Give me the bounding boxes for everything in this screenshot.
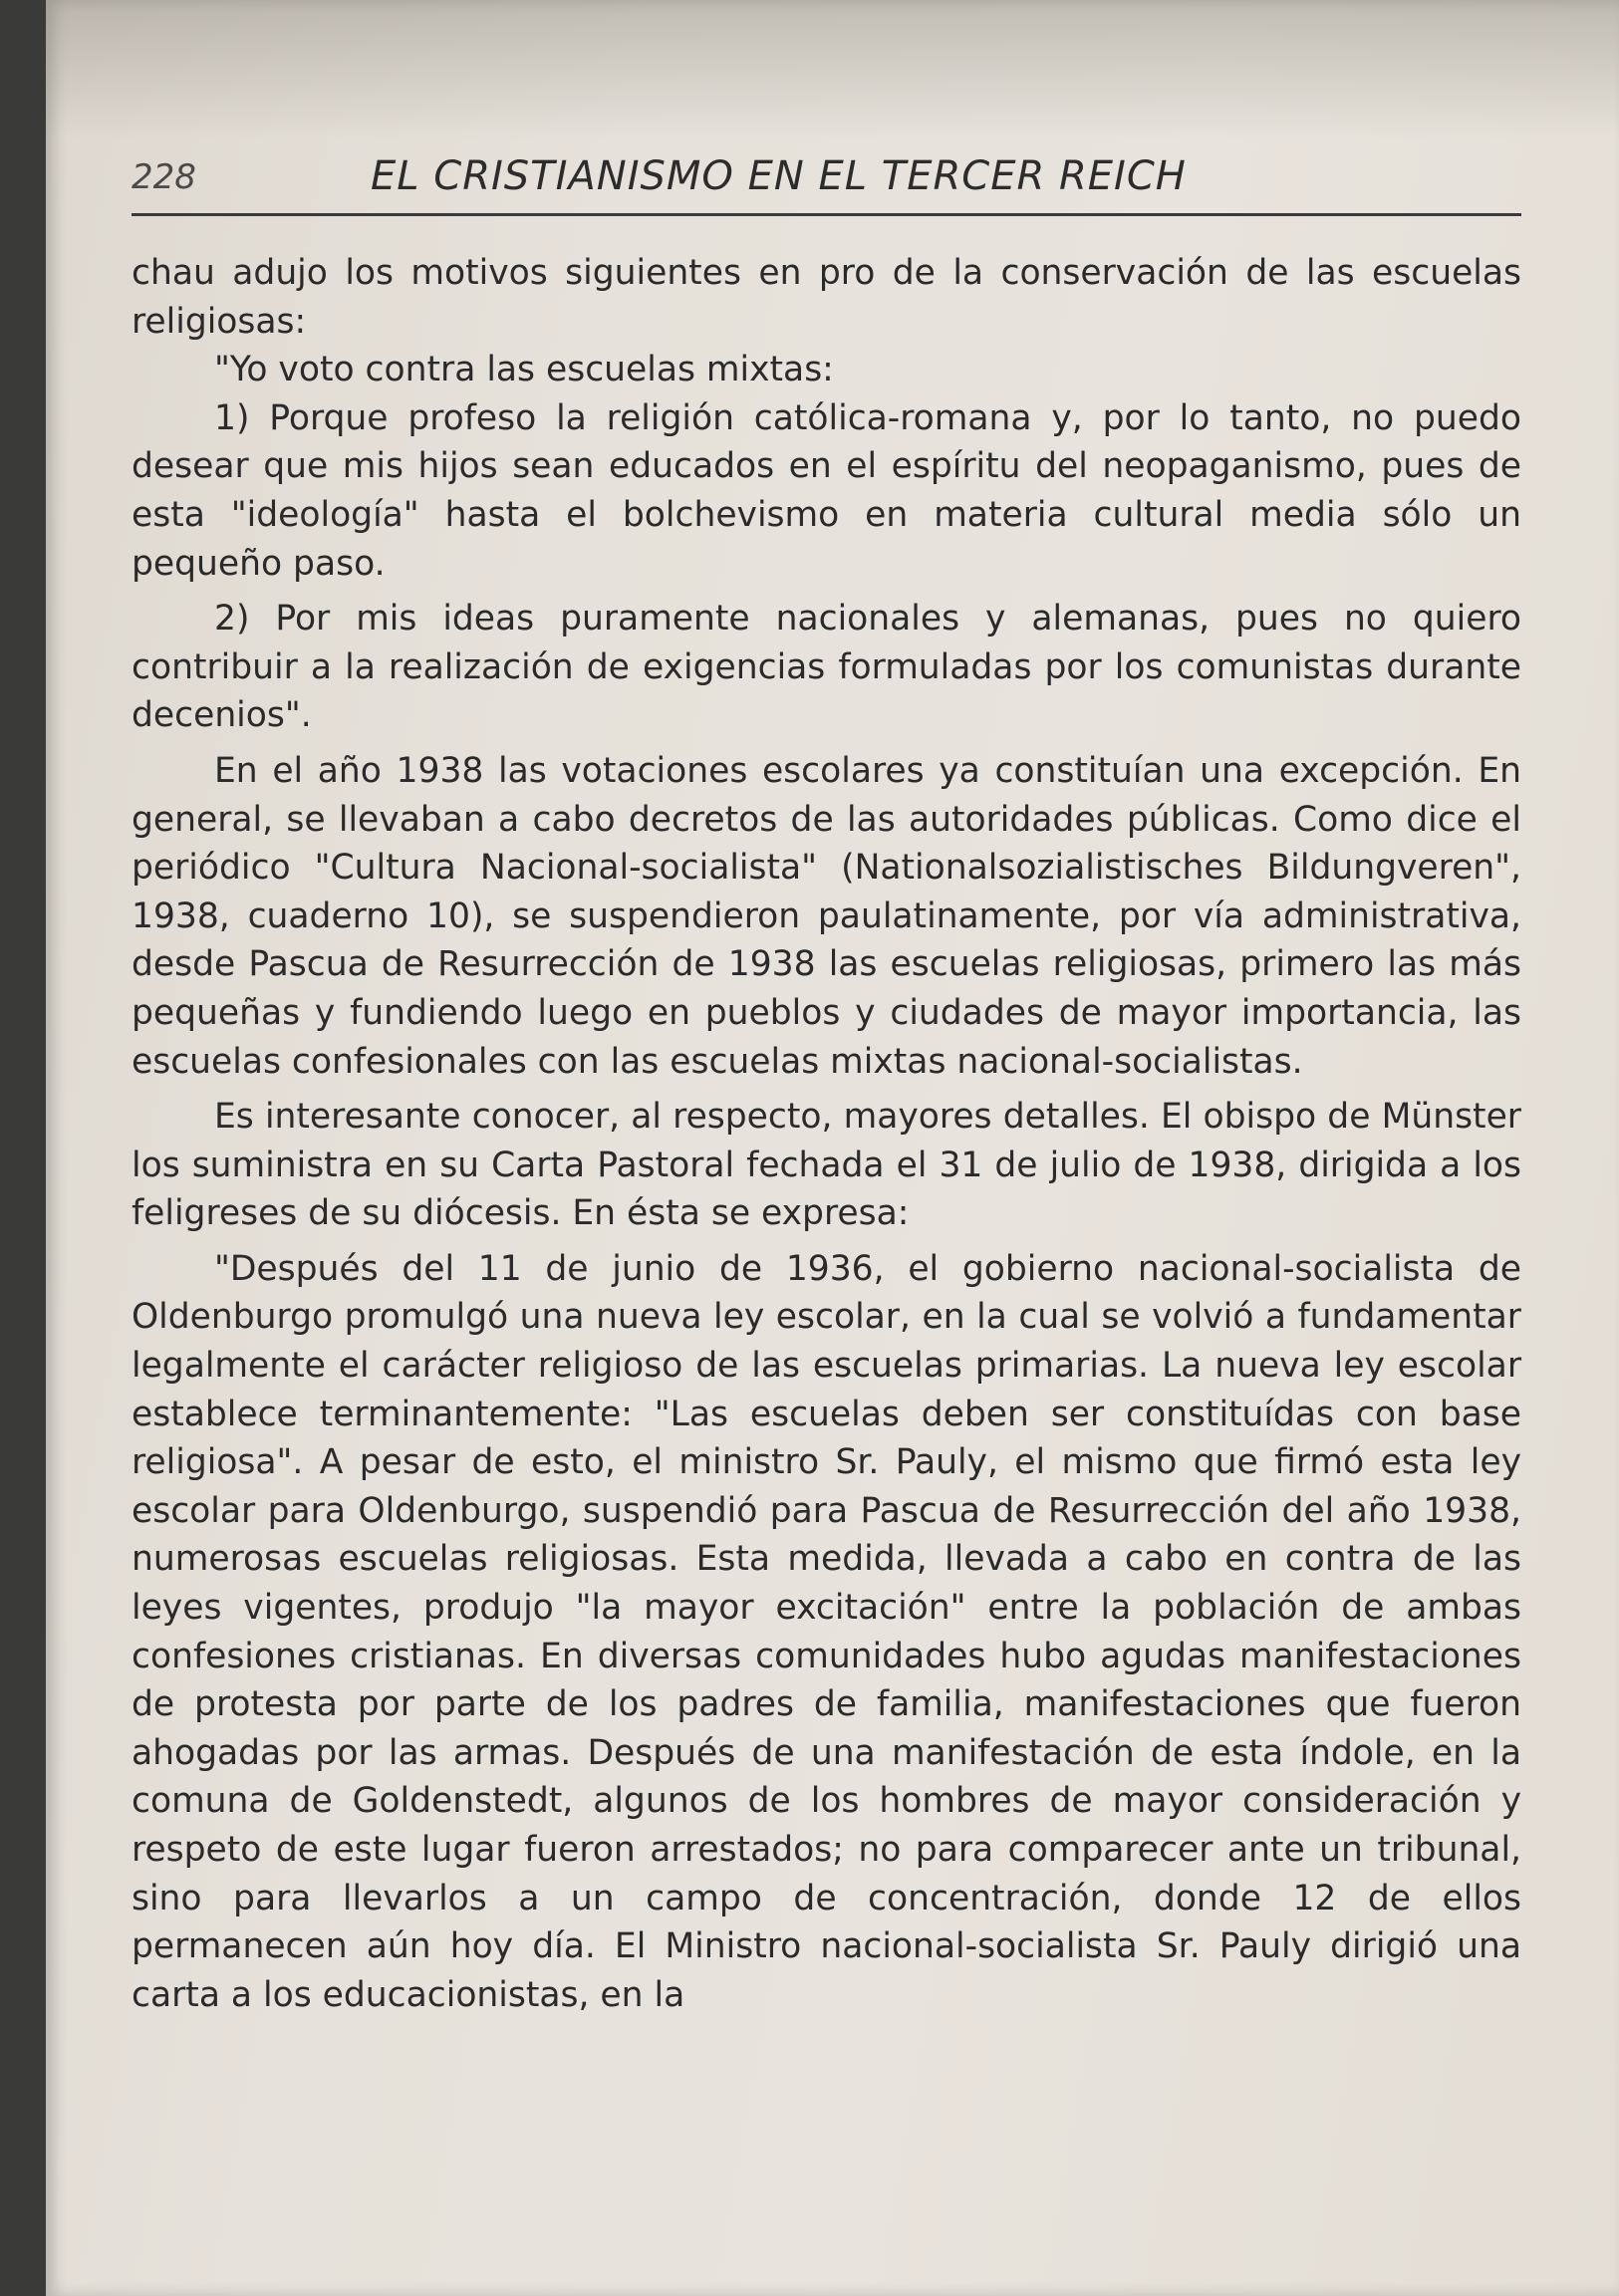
body-text <box>132 249 1521 2019</box>
page-number: 228 <box>132 157 196 197</box>
page-header <box>132 149 1521 209</box>
paragraph-munster: Es interesante conocer, al respecto, mayores detalles. El obispo de Münster los suministra en su Carta Pastoral fechada el 31 de julio de 1938, dirigida a los feligreses de su diócesis. En ésta se expresa: <box>132 1097 1521 1234</box>
paragraph-reason-2: 2) Por mis ideas puramente nacionales y alemanas, pues no quiero contribuir a la realización de exigencias formuladas por los comunistas durante decenios". <box>132 599 1521 736</box>
paragraph-intro: chau adujo los motivos siguientes en pro de la conservación de las escuelas religiosas: <box>132 253 1521 342</box>
header-rule <box>132 213 1521 216</box>
paragraph-1938: En el año 1938 las votaciones escolares ya constituían una excepción. En general, se llevaban a cabo decretos de las autoridades públicas. Como dice el periódico "Cultura Nacional-socialista" (Nationalsozialistisches Bildungveren", 1938, cuaderno 10), se suspendieron paulatinamente, por vía administrativa, desde Pascua de Resurrección de 1938 las escuelas religiosas, primero las más pequeñas y fundiendo luego en pueblos y ciudades de mayor importancia, las escuelas confesionales con las escuelas mixtas nacional-socialistas. <box>132 750 1521 1082</box>
running-title: EL CRISTIANISMO EN EL TERCER REICH <box>371 153 1187 199</box>
paragraph-vote: "Yo voto contra las escuelas mixtas: <box>214 350 834 390</box>
paragraph-quote: "Después del 11 de junio de 1936, el gobierno nacional-socialista de Oldenburgo promulgó una nueva ley escolar, en la cual se volvió a fundamentar legalmente el carácter religioso de las escuelas primarias. La nueva ley escolar establece terminantemente: "Las escuelas deben ser constituídas con base religiosa". A pesar de esto, el ministro Sr. Pauly, el mismo que firmó esta ley escolar para Oldenburgo, suspendió para Pascua de Resurrección del año 1938, numerosas escuelas religiosas. Esta medida, llevada a cabo en contra de las leyes vigentes, produjo "la mayor excitación" entre la población de ambas confesiones cristianas. En diversas comunidades hubo agudas manifestaciones de protesta por parte de los padres de familia, manifestaciones que fueron ahogadas por las armas. Después de una manifestación de esta índole, en la comuna de Goldenstedt, algunos de los hombres de mayor consideración y respeto de este lugar fueron arrestados; no para comparecer ante un tribunal, sino para llevarlos a un campo de concentración, donde 12 de ellos permanecen aún hoy día. El Ministro nacional-socialista Sr. Pauly dirigió una carta a los educacionistas, en la <box>132 1248 1521 2015</box>
paragraph-reason-1: 1) Porque profeso la religión católica-romana y, por lo tanto, no puedo desear que mis hijos sean educados en el espíritu del neopaganismo, pues de esta "ideología" hasta el bolchevismo en materia cultural media sólo un pequeño paso. <box>132 397 1521 584</box>
